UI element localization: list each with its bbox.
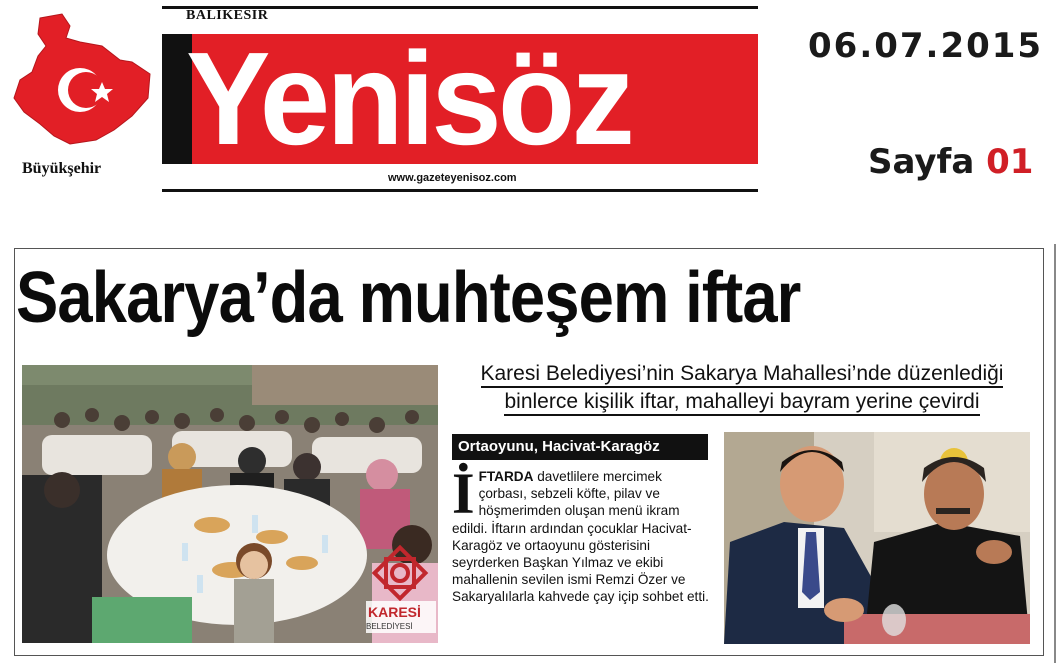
page-indicator (868, 142, 1033, 182)
mayor-chat-photo (724, 432, 1030, 644)
karesi-logo-subtext: BELEDİYESİ (366, 622, 413, 631)
article-body (452, 461, 710, 606)
website-link[interactable]: www.gazeteyenisoz.com (388, 172, 517, 184)
balikesir-map-logo (10, 12, 158, 152)
section-tag: Ortaoyunu, Hacivat-Karagöz (452, 434, 708, 460)
body-text: davetlilere mercimek çorbası, sebzeli köfte, pilav ve höşmerimden oluşan menü ikram edildi. İftarın ardından çocuklar Hacivat-Karagöz ve ortaoyunu gösterisini seyrderken Başkan Yılmaz ve ekibi mahallenin sevilen ismi Remzi Özer ve Sakaryalılarla kahvede çay içip sohbet etti. (452, 469, 709, 605)
subhead-line-1: Karesi Belediyesi’nin Sakarya Mahallesi’nde düzenlediği (481, 362, 1004, 388)
article-subhead (452, 360, 1032, 416)
region-label: BALIKESIR (186, 8, 269, 23)
newspaper-title: Yenisöz (186, 25, 631, 172)
mayor-chat-illustration (724, 432, 1030, 644)
karesi-logo-text: KARESİ (368, 604, 421, 620)
dropcap: İ (452, 461, 475, 526)
article-headline: Sakarya’da muhteşem iftar (16, 258, 801, 338)
subhead-line-2: binlerce kişilik iftar, mahalleyi bayram yerine çevirdi (504, 390, 979, 416)
issue-date: 06.07.2015 (808, 26, 1044, 66)
page-label: Sayfa (868, 142, 975, 182)
lead-word: FTARDA (478, 469, 534, 484)
column-rule (1054, 244, 1056, 663)
iftar-crowd-illustration (22, 365, 438, 643)
page-number: 01 (986, 142, 1034, 182)
iftar-crowd-photo (22, 365, 438, 643)
masthead (0, 0, 1064, 200)
buyuksehir-label: Büyükşehir (22, 160, 102, 177)
frame-bottom-rule (162, 189, 758, 192)
